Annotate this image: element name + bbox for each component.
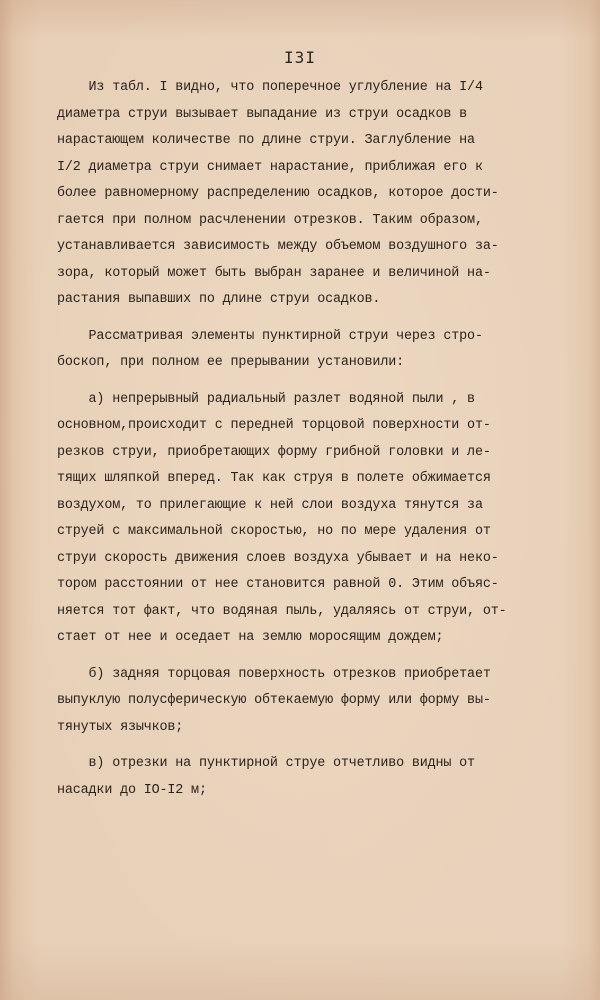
text-line: боскоп, при полном ее прерывании установили: [57,355,404,370]
text-line: струей с максимальной скоростью, но по мере удаления от [57,524,491,539]
paragraph [57,751,527,804]
text-line: Из табл. I видно, что поперечное углубление на I/4 [57,80,483,95]
paragraph [57,387,527,652]
text-line: растания выпавших по длине струи осадков. [57,292,381,307]
text-line: гается при полном расчленении отрезков. Таким образом, [57,212,483,228]
text-line: Рассматривая элементы пунктирной струи через стро- [57,328,483,344]
text-line: устанавливается зависимость между объемом воздушного за- [57,239,499,254]
text-line: тянутых язычков; [57,719,184,735]
text-line: б) задняя торцовая поверхность отрезков приобретает [57,666,491,682]
text-line: няется тот факт, что водяная пыль, удаляясь от струи, от- [57,603,507,619]
page-number: I3I [284,48,316,67]
text-line: насадки до IO-I2 м; [57,782,207,798]
text-line: I/2 диаметра струи снимает нарастание, приближая его к [57,159,483,175]
text-line: основном,происходит с передней торцовой поверхности от- [57,418,491,433]
paragraph-gap [57,314,527,324]
paragraph [57,75,527,314]
text-line: тящих шляпкой вперед. Так как струя в полете обжимается [57,471,491,486]
text-line: воздухом, то прилегающие к ней слои воздуха тянутся за [57,497,483,513]
text-line: в) отрезки на пунктирной струе отчетливо видны от [57,756,475,771]
text-line: струи скорость движения слоев воздуха убывает и на неко- [57,550,499,566]
body-text [57,75,527,804]
paragraph-gap [57,377,527,387]
text-line: стает от нее и оседает на землю моросящим дождем; [57,630,444,645]
text-line: более равномерному распределению осадков, которое дости- [57,186,499,201]
paragraph-gap [57,741,527,751]
paragraph [57,324,527,377]
paragraph [57,662,527,742]
text-line: а) непрерывный радиальный разлет водяной пыли , в [57,391,475,407]
text-line: резков струи, приобретающих форму грибной головки и ле- [57,444,491,460]
text-line: нарастающем количестве по длине струи. Заглубление на [57,133,475,148]
text-line: зора, который может быть выбран заранее и величиной на- [57,265,491,281]
paragraph-gap [57,652,527,662]
text-line: тором расстоянии от нее становится равной 0. Этим объяс- [57,577,499,592]
text-line: диаметра струи вызывает выпадание из струи осадков в [57,106,468,122]
text-line: выпуклую полусферическую обтекаемую форму или форму вы- [57,693,491,708]
